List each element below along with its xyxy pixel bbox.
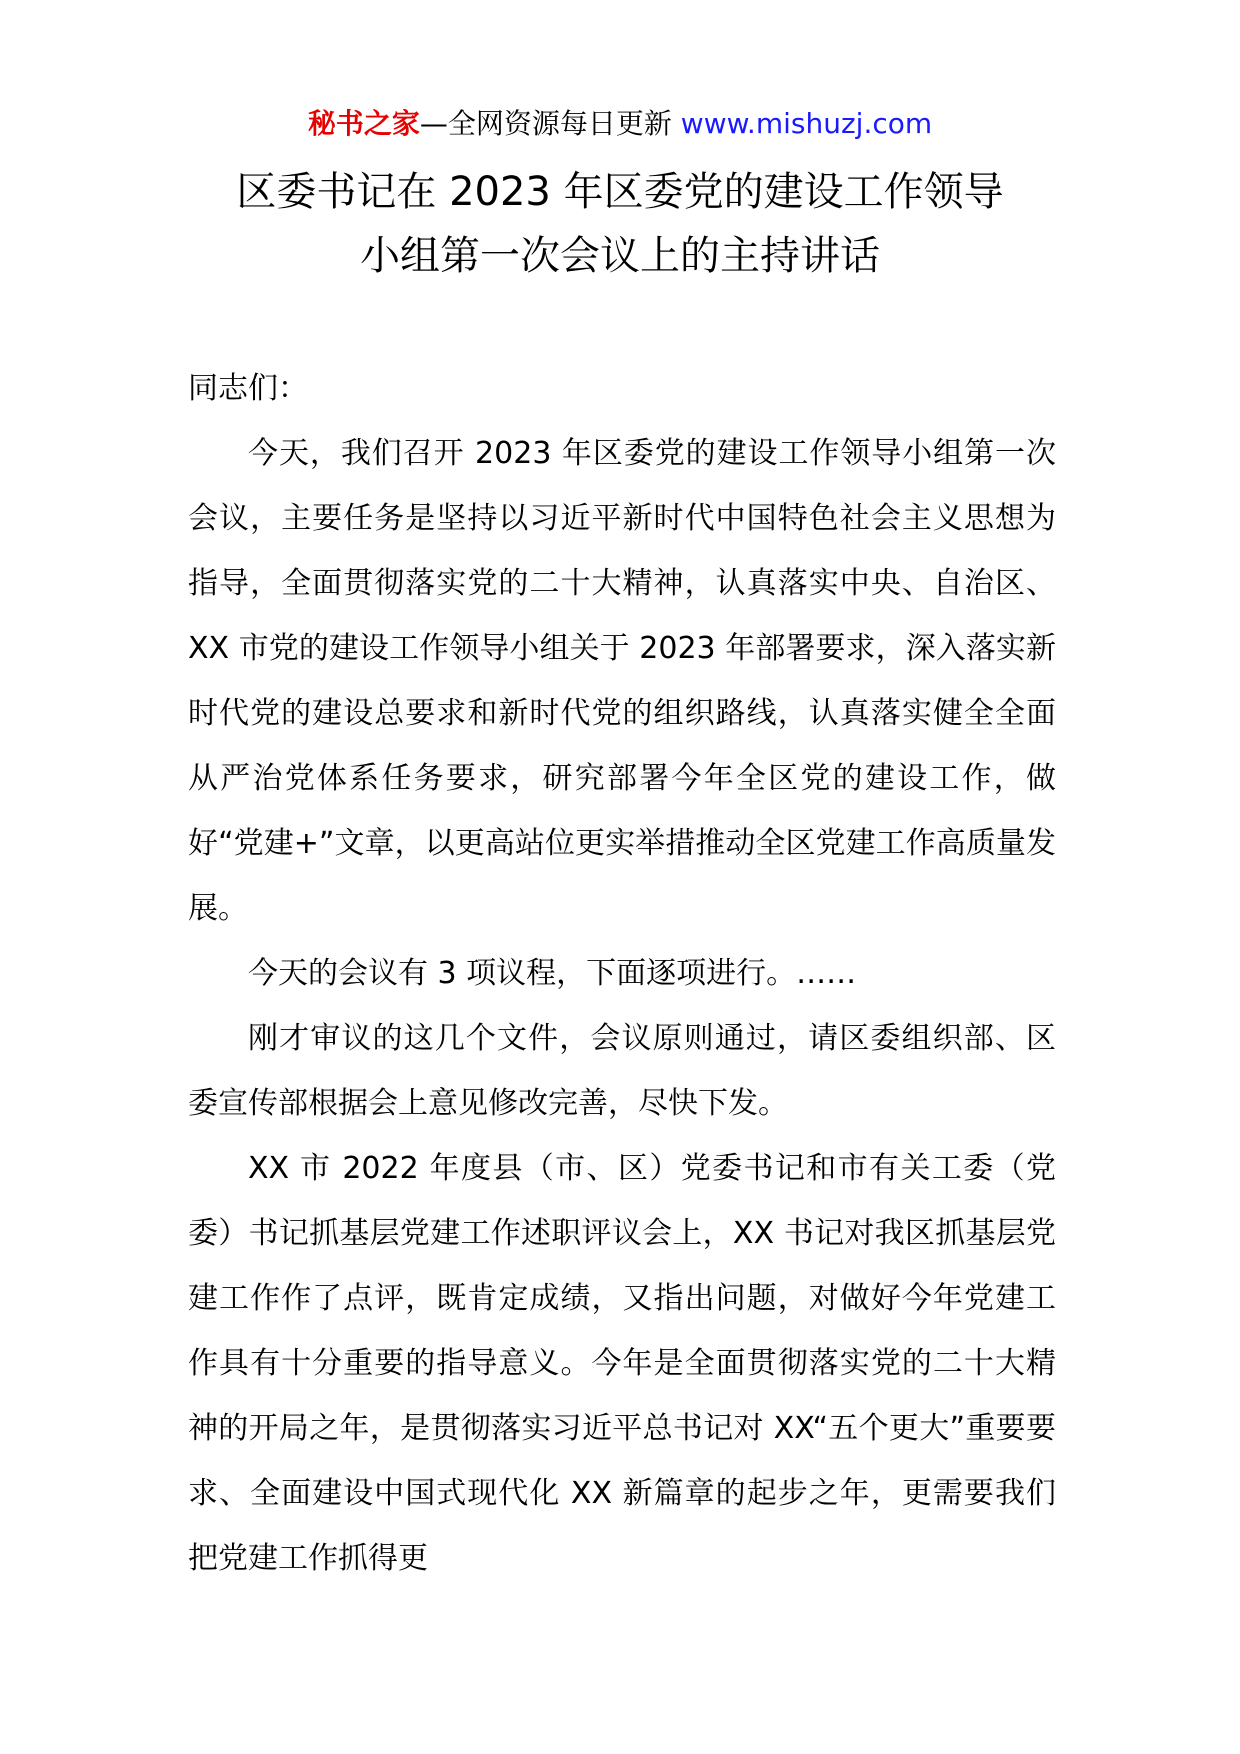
paragraph-review: 刚才审议的这几个文件，会议原则通过，请区委组织部、区委宣传部根据会上意见修改完善，尽快下发。 xyxy=(188,1021,1056,1121)
paragraph-evaluation: XX 市 2022 年度县（市、区）党委书记和市有关工委（党委）书记抓基层党建工作述职评议会上，XX 书记对我区抓基层党建工作作了点评，既肯定成绩，又指出问题，对做好今年党建工作具有十分重要的指导意义。今年是全面贯彻落实党的二十大精神的开局之年，是贯彻落实习近平总书记对 XX“五个更大”重要要求、全面建设中国式现代化 XX 新篇章的起步之年，更需要我们把党建工作抓得更 xyxy=(188,1151,1056,1576)
site-banner xyxy=(0,100,1240,148)
site-slogan: —全网资源每日更新 xyxy=(419,107,672,140)
site-url-link[interactable]: www.mishuzj.com xyxy=(680,107,933,140)
greeting: 同志们： xyxy=(188,371,308,406)
document-body xyxy=(188,356,1056,1591)
paragraph-agenda: 今天的会议有 3 项议程，下面逐项进行。…… xyxy=(248,956,857,991)
paragraph-opening: 今天，我们召开 2023 年区委党的建设工作领导小组第一次会议，主要任务是坚持以习近平新时代中国特色社会主义思想为指导，全面贯彻落实党的二十大精神，认真落实中央、自治区、XX 市党的建设工作领导小组关于 2023 年部署要求，深入落实新时代党的建设总要求和新时代党的组织路线，认真落实健全全面从严治党体系任务要求，研究部署今年全区党的建设工作，做好“党建+”文章，以更高站位更实举措推动全区党建工作高质量发展。 xyxy=(188,436,1056,926)
title-line-2: 小组第一次会议上的主持讲话 xyxy=(360,233,880,279)
site-brand: 秘书之家 xyxy=(307,107,420,140)
document-title xyxy=(150,160,1090,288)
title-line-1: 区委书记在 2023 年区委党的建设工作领导 xyxy=(236,169,1004,215)
